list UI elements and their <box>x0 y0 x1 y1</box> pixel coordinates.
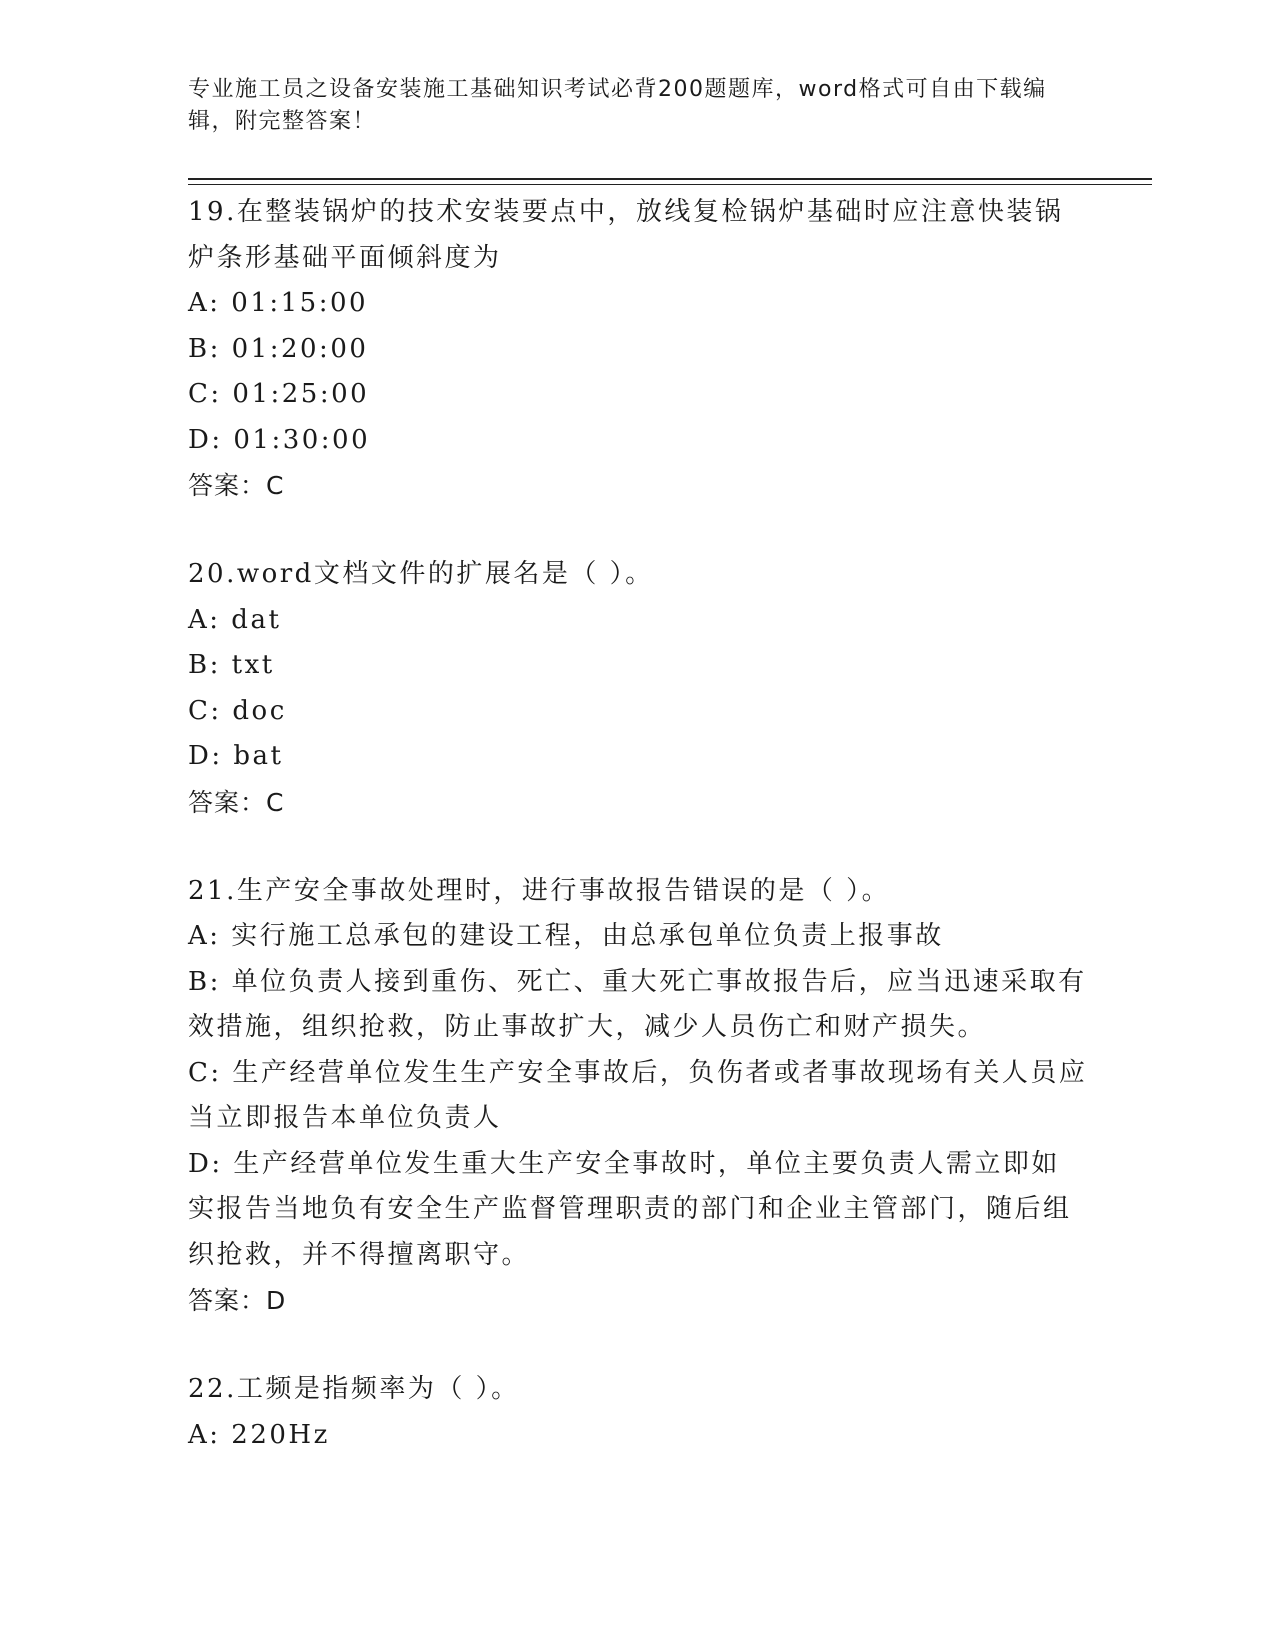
option-b: B: 01:20:00 <box>188 333 369 364</box>
option-d: D: 生产经营单位发生重大生产安全事故时，单位主要负责人需立即如实报告当地负有安全生产监督管理职责的部门和企业主管部门，随后组织抢救，并不得擅离职守。 <box>188 1148 1072 1270</box>
answer-label: 答案：C <box>188 471 285 500</box>
question-21 <box>188 869 1088 1324</box>
answer-label: 答案：D <box>188 1286 287 1315</box>
question-stem: 22.工频是指频率为（ ）。 <box>188 1374 520 1404</box>
document-header: 专业施工员之设备安装施工基础知识考试必背200题题库，word格式可自由下载编辑，附完整答案！ <box>188 77 1047 134</box>
option-a: A: 实行施工总承包的建设工程，由总承包单位负责上报事故 <box>188 921 944 951</box>
answer-label: 答案：C <box>188 787 285 817</box>
header-rule-thick <box>188 178 1152 180</box>
option-a: A: 01:15:00 <box>188 288 369 318</box>
option-a: A: dat <box>188 604 282 635</box>
header-rule-thin <box>188 184 1152 185</box>
question-stem: 19.在整装锅炉的技术安装要点中，放线复检锅炉基础时应注意快装锅炉条形基础平面倾斜度为 <box>188 197 1064 273</box>
question-list <box>188 190 1088 1502</box>
option-b: B: txt <box>188 650 275 680</box>
option-a: A: 220Hz <box>188 1419 330 1450</box>
option-c: C: 生产经营单位发生生产安全事故后，负伤者或者事故现场有关人员应当立即报告本单位负责人 <box>188 1057 1088 1133</box>
option-b: B: 单位负责人接到重伤、死亡、重大死亡事故报告后，应当迅速采取有效措施，组织抢救，防止事故扩大，减少人员伤亡和财产损失。 <box>188 966 1087 1042</box>
option-d: D: 01:30:00 <box>188 424 371 455</box>
question-stem: 20.word文档文件的扩展名是（ ）。 <box>188 559 654 589</box>
question-19 <box>188 190 1088 508</box>
question-20 <box>188 552 1088 825</box>
option-d: D: bat <box>188 741 284 771</box>
question-stem: 21.生产安全事故处理时，进行事故报告错误的是（ ）。 <box>188 875 891 906</box>
option-c: C: 01:25:00 <box>188 379 370 409</box>
option-c: C: doc <box>188 695 287 726</box>
question-22 <box>188 1367 1088 1458</box>
